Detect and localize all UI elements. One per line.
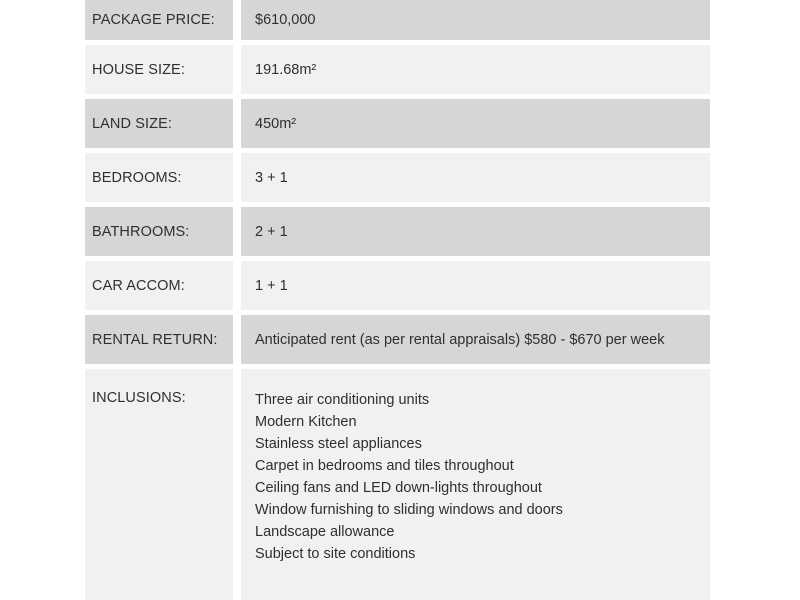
table-row	[85, 45, 710, 94]
row-value: 2 + 1	[241, 207, 710, 256]
table-row	[85, 207, 710, 256]
spec-table	[85, 0, 710, 600]
row-label: LAND SIZE:	[85, 99, 233, 148]
inclusion-item: Modern Kitchen	[255, 414, 357, 430]
row-value: 3 + 1	[241, 153, 710, 202]
inclusion-item: Stainless steel appliances	[255, 436, 422, 452]
row-value: Anticipated rent (as per rental appraisals) $580 - $670 per week	[241, 315, 710, 364]
inclusion-item: Window furnishing to sliding windows and doors	[255, 502, 563, 518]
table-row	[85, 261, 710, 310]
inclusion-item: Ceiling fans and LED down-lights throughout	[255, 480, 542, 496]
row-label: BATHROOMS:	[85, 207, 233, 256]
row-value: 191.68m²	[241, 45, 710, 94]
table-row	[85, 153, 710, 202]
row-label: INCLUSIONS:	[85, 369, 233, 600]
inclusion-item: Landscape allowance	[255, 524, 395, 540]
row-value: $610,000	[241, 0, 710, 40]
row-value: 450m²	[241, 99, 710, 148]
row-value-list	[241, 369, 710, 600]
row-value: 1 + 1	[241, 261, 710, 310]
row-label: CAR ACCOM:	[85, 261, 233, 310]
row-label: PACKAGE PRICE:	[85, 0, 233, 40]
row-label: BEDROOMS:	[85, 153, 233, 202]
row-label: HOUSE SIZE:	[85, 45, 233, 94]
table-row	[85, 369, 710, 600]
inclusion-item: Three air conditioning units	[255, 392, 430, 408]
table-row	[85, 315, 710, 364]
row-label: RENTAL RETURN:	[85, 315, 233, 364]
table-row	[85, 99, 710, 148]
inclusion-item: Subject to site conditions	[255, 546, 416, 562]
inclusion-item: Carpet in bedrooms and tiles throughout	[255, 458, 514, 474]
table-row	[85, 0, 710, 40]
